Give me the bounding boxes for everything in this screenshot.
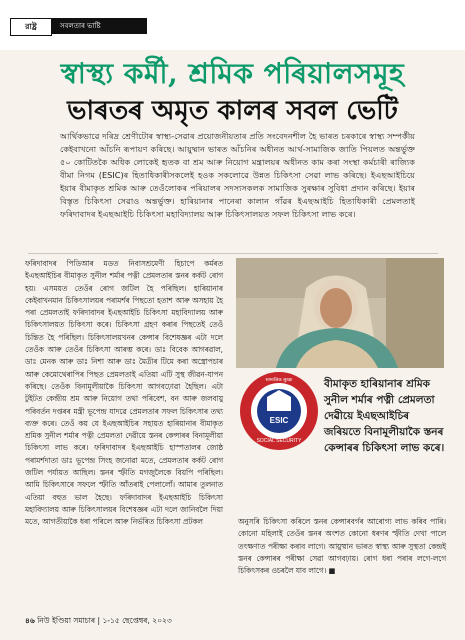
section-sub-label: সবলতাৰ ভাষ্টি (52, 18, 147, 34)
esic-logo (238, 370, 320, 452)
headline-line-1: স্বাস্থ্য কৰ্মী, শ্ৰমিক পৰিয়ালসমূহ (60, 57, 405, 90)
page-footer (25, 616, 445, 628)
esic-logo-text: ESIC (269, 416, 289, 425)
headline-line-2: ভাৰতৰ অমৃত কালৰ সবল ভেটি (67, 96, 398, 126)
body-text: ফৰিদাবাদৰ পিডিআৰ মডত নিবাসশ্ৰমেণী হিচাপে কৰ্মৰত ইএছআইচিৰ বীমাকৃত সুনীল শৰ্মাৰ পত্নী প্ৰেমলতাৰ স্তনৰ কৰ্কট ৰোগ হয়। এসময়ত তেওঁৰ ৰোগ জটিল হৈ পৰিছিল। হাৰিয়ানাৰ কেইবাখনমান চিকিৎসালয়ৰ পৰামৰ্শৰ পিছতো হতাশ আৰু অসহায় হৈ পৰা প্ৰেমলতাই ফৰিদাবাদৰ ইএছআইচি চিকিৎসা মহাবিদ্যালয় আৰু চিকিৎসালয়ত চিকিৎসা কৰে। চিকিৎসা গ্ৰহণ কৰাৰ পিছতেই তেওঁ চিন্তিত হৈ পৰিছিল। চিকিৎসালয়খনৰ কেন্সাৰ বিশেষজ্ঞৰ এটা দলে তেওঁক আৰু তেওঁৰ চিকিৎসা আৰম্ভ কৰে। ডাঃ বিবেক আগৰৱাল, ডাঃ মেনক আৰু ডাঃ নিশা আৰু ডাঃ মৈত্ৰীৰ টিমে কৰা অস্ত্ৰোপচাৰ আৰু কেমোথেৰাপিৰ পিছত প্ৰেমলতাই এতিয়া এটি সুস্থ জীৱন-যাপন কৰিছে। তেওঁক বিনামূলীয়াকৈ চিকিৎসা আগবঢ়োৱা হৈছিল। এটা টুইটত কেন্দ্ৰীয় শ্ৰম আৰু নিয়োগ তথা পৰিবেশ, বন আৰু জলবায়ু পৰিবৰ্তন দপ্তৰৰ মন্ত্ৰী ভূপেন্দ্ৰ যাদৱে প্ৰেমলতাৰ সফল চিকিৎসাৰ তথ্য ব্যক্ত কৰে। তেওঁ কয় যে ইএছআইচিৰ সহায়ত হাৰিয়ানাৰ বীমাকৃত শ্ৰমিক সুনীল শৰ্মাৰ পত্নী প্ৰেমলতা দেৱীয়ে স্তনৰ কেন্সাৰৰ বিনামূলীয়া চিকিৎসা লাভ কৰে। ফৰিদাবাদৰ ইএছআইচি হাস্পতালৰ জোষ্ঠ পৰামৰ্শদাতা ডাঃ ভূপেন্দ্ৰ সিংহ জনোৱা মতে, প্ৰেমলতাৰ কৰ্কট ৰোগ জটিল পৰ্যায়ত আছিল। স্তনৰ স্ফীতি মগজুলৈকে বিয়পি পৰিছিল। আমি চিকিৎসাৰে সফলে স্ফীতি আঁতৰাই পেলালোঁ। আমাৰ তুলনাত এতিয়া বহুত ভাল হৈছে। ফৰিদাবাদৰ ইএছআইচি চিকিৎসা মহাবিদ্যালয় আৰু চিকিৎসালয়ৰ বিশেষজ্ঞৰ এটা দলে জানিবলৈ দিয়া মতে, আগতীয়াকৈ ধৰা পৰিলে আৰু নিৰ্ভৰিত চিকিৎসা প্ৰটকল (25, 259, 223, 527)
page-number: ৪৬ (25, 616, 35, 625)
footer-separator: | (97, 616, 101, 625)
side-note: অনুসৰি চিকিৎসা কৰিলে স্তনৰ কেন্সাৰবৰ্গৰ আৰোগ্য লাভ কৰিব পাৰি। কোনো মহিলাই তেওঁৰ স্তনৰ অংশত কোনো ধৰণৰ স্ফীতি দেখা পালে তৎক্ষণাত পৰীক্ষা কৰাব লাগে। আয়ুষ্মান ভাৰত স্বাস্থ্য আৰু সুস্থতা কেন্দ্ৰই স্তনৰ কেন্সাৰৰ পৰীক্ষা সেৱা আগবঢ়ায়। ৰোগ ধৰা পৰাৰ লগে-লগে চিকিৎসকৰ ওচৰলৈ যাব লাগে। ■ (238, 517, 446, 576)
esic-logo-bottom: SOCIAL SECURITY (256, 438, 302, 444)
divider (28, 253, 438, 254)
issue-date: ১-১৫ ছেপ্তেম্বৰ, ২০২৩ (102, 616, 172, 625)
premlata-photo (236, 258, 444, 368)
intro-paragraph: আৰ্থিকভাৱে দৰিদ্ৰ শ্ৰেণীটোৰ স্বাস্থ্য-সেৱাৰ প্ৰয়োজনীয়তাৰ প্ৰতি সংবেদনশীল হৈ ভাৰত চৰকাৰে স্বাস্থ্য সম্পৰ্কীয় কেইবাখনো আঁচনি ৰূপায়ণ কৰিছে। আয়ুষ্মান ভাৰত আঁচনিৰ অধীনত আৰ্থ-সামাজিক জাতি পিয়লত অন্তৰ্ভুক্ত ৫০ কোটিতকৈ অধিক লোকেই হৃতক বা শ্ৰম আৰু নিয়োগ মন্ত্ৰালয়ৰ অধীনত কাম কৰা সংস্থা কৰ্মচাৰী ৰাজ্যিক বীমা নিগম (ESIC)ৰ হিতাধিকাৰীসকলেই হওক সকলোৱে উন্নত চিকিৎসা সেৱা লাভ কৰিছে। ইএছআইচিয়ে ইয়াৰ বীমাকৃত শ্ৰমিক আৰু তেওঁলোকৰ পৰিয়ালৰ সদস্যসকলক সামাজিক সুৰক্ষাৰ সুবিধা প্ৰদান কৰিছে। ইয়াৰ বিস্তৃত চিকিৎসা সেৱাও অন্তৰ্ভুক্ত। হাৰিয়ানাৰ পানেৰা কালান গাঁৱৰ ইএছআইচি হিতাধিকাৰী প্ৰেমলতাই ফৰিদাবাদৰ ইএছআইচি চিকিৎসা মহাবিদ্যালয় আৰু চিকিৎসালয়ত সফল চিকিৎসা লাভ কৰে। (60, 131, 415, 219)
publication-name: নিউ ইণ্ডিয়া সমাচাৰ (37, 616, 96, 625)
photo-caption: বীমাকৃত হাৰিয়ানাৰ শ্ৰমিক সুনীল শৰ্মাৰ পত্নী প্ৰেমলতা দেৱীয়ে ইএছআইচিৰ জৰিয়তে বিনামূলীয়াকৈ স্তনৰ কেন্সাৰৰ চিকিৎসা লাভ কৰে। (324, 378, 445, 454)
esic-logo-top: सामाजिक सुरक्षा (265, 378, 293, 383)
section-label: রাষ্ট্র (10, 18, 52, 36)
